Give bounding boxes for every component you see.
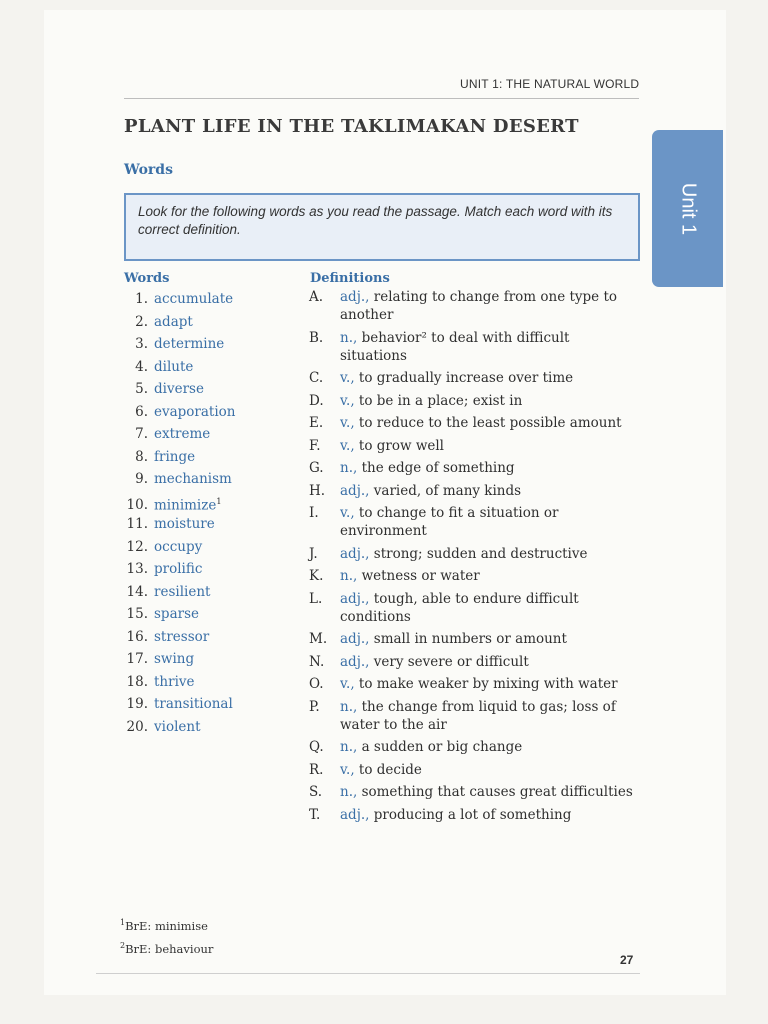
word-item xyxy=(118,491,298,514)
word-text: adapt xyxy=(154,313,193,330)
word-item xyxy=(118,558,298,581)
word-text: thrive xyxy=(154,673,195,690)
definition-text: tough, able to endure difficult conditions xyxy=(340,590,579,625)
part-of-speech: v., xyxy=(340,370,355,386)
word-text: moisture xyxy=(154,516,215,532)
definitions-column-heading: Definitions xyxy=(310,271,390,286)
definition-item xyxy=(309,783,639,801)
definition-text: something that causes great difficulties xyxy=(361,784,633,800)
word-item xyxy=(118,446,298,469)
definition-letter: J. xyxy=(309,545,318,562)
word-item xyxy=(118,311,298,334)
definitions-list xyxy=(309,288,639,828)
definition-text: to be in a place; exist in xyxy=(358,392,523,409)
definition-item xyxy=(309,414,639,432)
word-item xyxy=(118,401,298,424)
instruction-box: Look for the following words as you read the passage. Match each word with its correct definition. xyxy=(124,193,640,261)
definition-text: the edge of something xyxy=(361,460,515,476)
word-item xyxy=(118,333,298,356)
word-item xyxy=(118,288,298,311)
definition-text: very severe or difficult xyxy=(373,653,529,670)
definition-text: to gradually increase over time xyxy=(358,370,574,386)
definition-item xyxy=(309,653,639,671)
footer-rule xyxy=(96,973,640,974)
definition-letter: N. xyxy=(309,653,325,670)
word-item xyxy=(118,581,298,604)
word-number: 16. xyxy=(126,628,148,645)
word-number: 2. xyxy=(135,313,148,330)
word-item xyxy=(118,603,298,626)
footnote-mark: 2 xyxy=(120,940,126,950)
word-number: 13. xyxy=(126,561,148,577)
part-of-speech: adj., xyxy=(340,289,370,305)
page-number: 27 xyxy=(620,953,634,967)
part-of-speech: adj., xyxy=(340,631,370,647)
definition-text: wetness or water xyxy=(361,568,480,584)
part-of-speech: n., xyxy=(340,329,358,346)
part-of-speech: n., xyxy=(340,698,358,715)
definition-letter: A. xyxy=(309,289,324,305)
part-of-speech: adj., xyxy=(340,590,370,607)
definition-letter: P. xyxy=(309,698,320,715)
definition-letter: B. xyxy=(309,329,324,346)
definition-text: varied, of many kinds xyxy=(373,482,522,499)
word-number: 15. xyxy=(126,606,148,622)
header-rule xyxy=(124,98,639,99)
definition-text: to make weaker by mixing with water xyxy=(358,676,618,692)
part-of-speech: n., xyxy=(340,739,358,755)
word-item xyxy=(118,423,298,446)
definition-text: to change to fit a situation or environment xyxy=(340,505,559,539)
part-of-speech: adj., xyxy=(340,653,370,670)
word-text: sparse xyxy=(154,606,199,622)
unit-tab-label: Unit 1 xyxy=(677,182,699,235)
definition-item xyxy=(309,738,639,756)
part-of-speech: adj., xyxy=(340,806,370,823)
definition-letter: F. xyxy=(309,437,321,454)
word-number: 11. xyxy=(126,516,148,532)
word-item xyxy=(118,513,298,536)
footnote xyxy=(120,936,213,959)
definition-letter: E. xyxy=(309,415,324,431)
definition-text: producing a lot of something xyxy=(373,806,572,823)
word-text: dilute xyxy=(154,358,194,375)
word-text: accumulate xyxy=(154,291,234,307)
definition-item xyxy=(309,288,639,324)
definition-text: the change from liquid to gas; loss of water to the air xyxy=(340,698,616,733)
part-of-speech: v., xyxy=(340,505,355,521)
part-of-speech: n., xyxy=(340,460,358,476)
part-of-speech: adj., xyxy=(340,482,370,499)
definition-text: to decide xyxy=(358,761,422,778)
word-item xyxy=(118,716,298,739)
word-number: 9. xyxy=(135,471,148,487)
part-of-speech: n., xyxy=(340,784,358,800)
word-item xyxy=(118,671,298,694)
word-number: 17. xyxy=(126,651,148,667)
part-of-speech: v., xyxy=(340,676,355,692)
word-text: resilient xyxy=(154,583,211,600)
word-text: determine xyxy=(154,336,225,352)
word-text: extreme xyxy=(154,426,211,442)
word-number: 10. xyxy=(126,497,148,513)
word-text: transitional xyxy=(154,696,233,712)
word-number: 14. xyxy=(126,583,148,600)
word-item xyxy=(118,468,298,491)
word-number: 1. xyxy=(135,291,148,307)
definition-letter: H. xyxy=(309,482,326,499)
definition-item xyxy=(309,437,639,455)
definition-item xyxy=(309,630,639,648)
word-text: violent xyxy=(154,718,201,735)
word-item xyxy=(118,536,298,559)
definition-item xyxy=(309,761,639,779)
footnote-text: BrE: minimise xyxy=(125,918,208,933)
word-item xyxy=(118,693,298,716)
part-of-speech: v., xyxy=(340,392,355,409)
word-item xyxy=(118,356,298,379)
definition-text: relating to change from one type to another xyxy=(340,289,618,323)
definition-item xyxy=(309,482,639,500)
word-number: 7. xyxy=(135,426,148,442)
definition-letter: M. xyxy=(309,631,328,647)
definition-text: to grow well xyxy=(358,437,444,454)
word-text: diverse xyxy=(154,381,204,397)
word-item xyxy=(118,378,298,401)
word-number: 19. xyxy=(126,696,148,712)
word-number: 20. xyxy=(126,718,148,735)
word-number: 12. xyxy=(126,538,148,555)
footnote xyxy=(120,913,213,936)
footnotes xyxy=(120,913,213,959)
word-item xyxy=(118,626,298,649)
definition-text: behavior² to deal with difficult situations xyxy=(340,329,570,364)
page-title: PLANT LIFE IN THE TAKLIMAKAN DESERT xyxy=(124,116,579,137)
definition-letter: L. xyxy=(309,590,323,607)
word-text: prolific xyxy=(154,561,203,577)
word-number: 3. xyxy=(135,336,148,352)
word-text: minimize xyxy=(154,497,217,513)
part-of-speech: v., xyxy=(340,415,355,431)
definition-letter: O. xyxy=(309,676,324,692)
words-column-heading: Words xyxy=(124,271,170,286)
footnote-marker: 1 xyxy=(216,496,222,506)
definition-text: strong; sudden and destructive xyxy=(373,545,588,562)
word-text: swing xyxy=(154,651,195,667)
part-of-speech: n., xyxy=(340,568,358,584)
running-head: UNIT 1: THE NATURAL WORLD xyxy=(460,77,640,91)
definition-item xyxy=(309,504,639,540)
definition-text: a sudden or big change xyxy=(361,739,523,755)
section-label: Words xyxy=(124,162,173,178)
definition-item xyxy=(309,567,639,585)
definition-text: to reduce to the least possible amount xyxy=(358,415,622,431)
definition-letter: C. xyxy=(309,370,324,386)
word-number: 4. xyxy=(135,358,148,375)
word-text: occupy xyxy=(154,538,203,555)
definition-item xyxy=(309,675,639,693)
definition-letter: R. xyxy=(309,761,324,778)
definition-letter: G. xyxy=(309,460,324,476)
definition-item xyxy=(309,590,639,626)
footnote-text: BrE: behaviour xyxy=(125,941,214,956)
definition-item xyxy=(309,806,639,824)
word-number: 18. xyxy=(126,673,148,690)
definition-item xyxy=(309,459,639,477)
word-text: mechanism xyxy=(154,471,232,487)
word-text: evaporation xyxy=(154,403,236,420)
part-of-speech: v., xyxy=(340,761,355,778)
part-of-speech: v., xyxy=(340,437,355,454)
word-text: fringe xyxy=(154,448,196,465)
part-of-speech: adj., xyxy=(340,545,370,562)
word-number: 6. xyxy=(135,403,148,420)
definition-letter: T. xyxy=(309,806,321,823)
definition-letter: S. xyxy=(309,784,323,800)
definition-item xyxy=(309,369,639,387)
definition-letter: I. xyxy=(309,505,319,521)
word-text: stressor xyxy=(154,628,210,645)
word-item xyxy=(118,648,298,671)
definition-item xyxy=(309,392,639,410)
footnote-mark: 1 xyxy=(120,918,126,927)
definition-item xyxy=(309,545,639,563)
definition-item xyxy=(309,329,639,365)
word-number: 8. xyxy=(135,448,148,465)
unit-tab xyxy=(652,130,723,287)
word-number: 5. xyxy=(135,381,148,397)
definition-letter: D. xyxy=(309,392,324,409)
definition-text: small in numbers or amount xyxy=(373,631,567,647)
words-list xyxy=(118,288,298,738)
definition-letter: K. xyxy=(309,568,324,584)
definition-letter: Q. xyxy=(309,739,324,755)
definition-item xyxy=(309,698,639,734)
